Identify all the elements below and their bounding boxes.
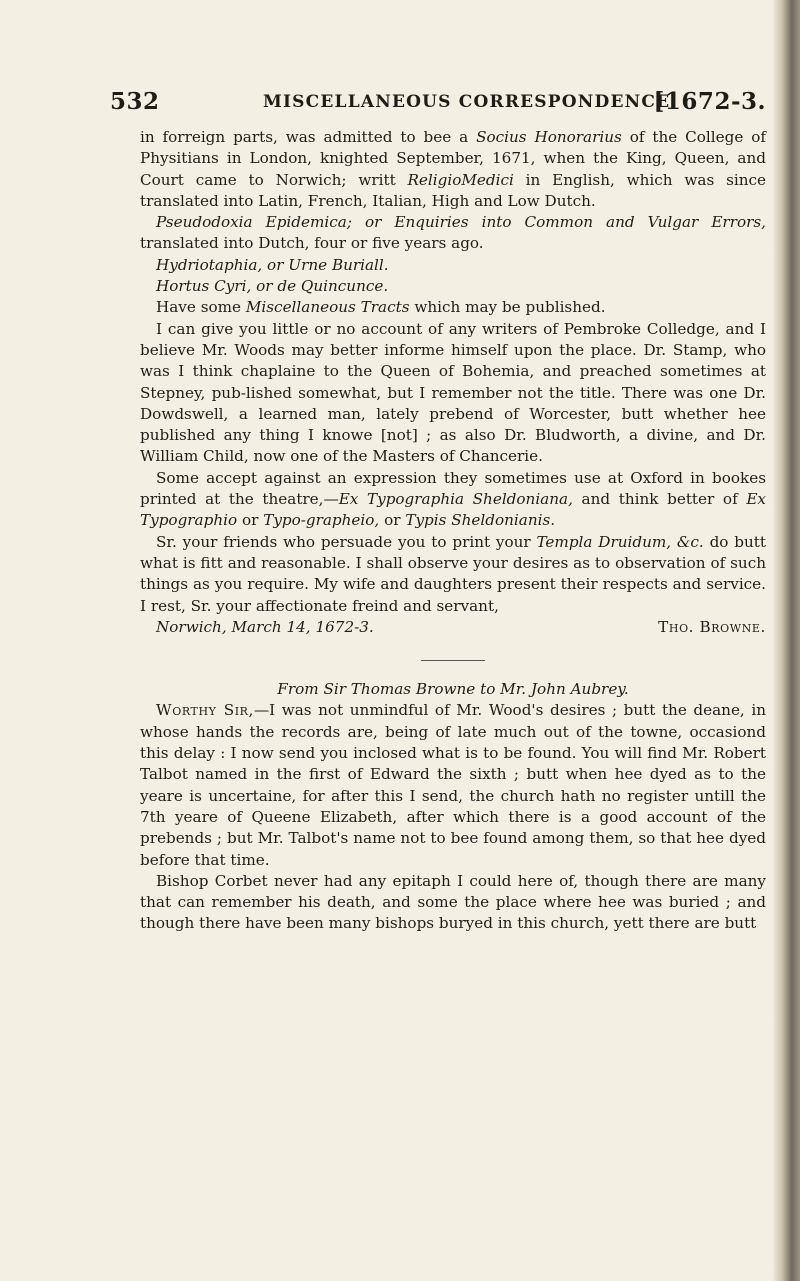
running-title: MISCELLANEOUS CORRESPONDENCE.	[263, 92, 678, 112]
paragraph: Pseudodoxia Epidemica; or Enquiries into Common and Vulgar Errors, translated into Dutch, four or five years ago.	[140, 213, 766, 253]
salutation: Worthy Sir,	[156, 701, 254, 720]
page-edge-shadow	[772, 0, 800, 1281]
header-years: [1672-3.	[653, 88, 766, 115]
letter-heading: From Sir Thomas Browne to Mr. John Aubrey.	[277, 680, 629, 699]
paragraph: Worthy Sir,—I was not unmindful of Mr. Wood's desires ; butt the deane, in whose hands the records are, being of late much out of the towne, occasiond this delay : I now send you inclosed what is to be found. You will find Mr. Robert Talbot named in the first of Edward the sixth ; butt when hee dyed as to the yeare is uncertaine, for after this I send, the church hath no register untill the 7th yeare of Queene Elizabeth, after which there is a good account of the prebends ; but Mr. Talbot's name not to bee found among them, so that hee dyed before that time.	[140, 701, 766, 869]
page-number: 532	[110, 88, 160, 115]
place-date: Norwich, March 14, 1672-3.	[156, 617, 374, 636]
page-body	[140, 127, 766, 935]
signature: Tho. Browne.	[658, 617, 766, 636]
paragraph: Some accept against an expression they sometimes use at Oxford in bookes printed at the theatre,—Ex Typographia Sheldoniana, and think better of Ex Typographio or Typo-grapheio, or Typis Sheldonianis.	[140, 468, 766, 530]
paragraph: Hydriotaphia, or Urne Buriall.	[156, 255, 389, 274]
section-divider	[421, 660, 485, 661]
running-header	[110, 88, 766, 118]
paragraph: I can give you little or no account of any writers of Pembroke Colledge, and I believe Mr. Woods may better informe himself upon the place. Dr. Stamp, who was I think chaplaine to the Queen of Bohemia, and preached sometimes at Stepney, pub-lished somewhat, but I remember not the title. There was one Dr. Dowdswell, a learned man, lately prebend of Worcester, butt whether hee published any thing I knowe [not] ; as also Dr. Bludworth, a divine, and Dr. William Child, now one of the Masters of Chancerie.	[140, 319, 766, 466]
paragraph: Have some Miscellaneous Tracts which may be published.	[156, 298, 606, 317]
paragraph: in forreign parts, was admitted to bee a Socius Honorarius of the College of Physitians in London, knighted September, 1671, when the King, Queen, and Court came to Norwich; writt ReligioMedici in English, which was since translated into Latin, French, Italian, High and Low Dutch.	[140, 128, 766, 210]
paragraph: Sr. your friends who persuade you to print your Templa Druidum, &c. do butt what is fitt and reasonable. I shall observe your desires as to observation of such things as you require. My wife and daughters present their respects and service. I rest, Sr. your affectionate freind and servant,	[140, 532, 766, 615]
paragraph: Bishop Corbet never had any epitaph I could here of, though there are many that can remember his death, and some the place where hee was buried ; and though there have been many bishops buryed in this church, yett there are butt	[140, 871, 766, 933]
paragraph: Hortus Cyri, or de Quincunce.	[156, 277, 389, 296]
letter-closing	[140, 617, 766, 638]
